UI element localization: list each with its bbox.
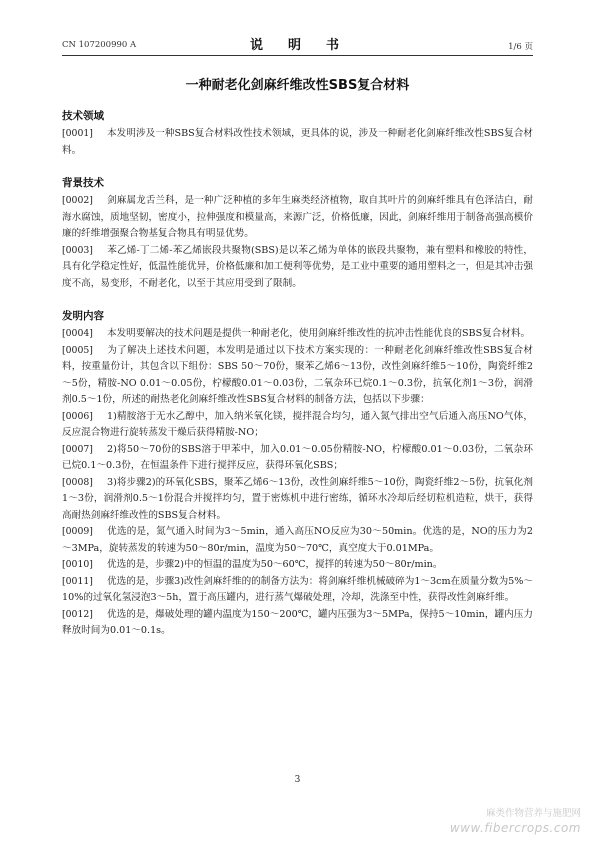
paragraph-text: 优选的是，步骤3)改性剑麻纤维的的制备方法为：将剑麻纤维机械破碎为1～3cm在质量分数为5%～10%的过氧化氢浸泡3～5h，置于高压罐内，进行蒸气爆破处理，冷却，洗涤至中性，获得改性剑麻纤维。 <box>62 575 533 603</box>
paragraph-number: [0010] <box>62 559 93 570</box>
paragraph-number: [0007] <box>62 443 93 455</box>
paragraph <box>62 243 533 293</box>
paragraph <box>62 409 533 442</box>
paragraph-number: [0001] <box>62 128 93 139</box>
page-info: 1/6 页 <box>508 42 533 52</box>
paragraph-text: 苯乙烯-丁二烯-苯乙烯嵌段共聚物(SBS)是以苯乙烯为单体的嵌段共聚物，兼有塑料和橡胶的特性，具有化学稳定性好，低温性能优异，价格低廉和加工便利等优势，是工业中重要的通用塑料之一，但是其冲击强度不高，易变形，不耐老化，以至于其应用受到了限制。 <box>62 244 533 289</box>
paragraph-number: [0008] <box>62 476 93 488</box>
paragraph <box>62 574 533 607</box>
paragraph <box>62 326 533 343</box>
paragraph-text: 3)将步骤2)的环氧化SBS，聚苯乙烯6～13份，改性剑麻纤维5～10份，陶瓷纤维2～5份，抗氧化剂1～3份，润滑剂0.5～1份混合并搅拌均匀，置于密炼机中进行密练，循环水冷却后经切粒机造粒，烘干，获得高耐热剑麻纤维改性的SBS复合材料。 <box>62 476 533 521</box>
paragraph-number: [0011] <box>62 575 93 587</box>
paragraph <box>62 607 533 640</box>
paragraph <box>62 557 533 574</box>
paragraph-text: 优选的是，步骤2)中的恒温的温度为50～60℃，搅拌的转速为50～80r/min。 <box>107 559 443 570</box>
paragraph-number: [0012] <box>62 608 93 620</box>
paragraph <box>62 524 533 557</box>
watermark-site-name: 麻类作物营养与施肥网 <box>485 808 581 819</box>
paragraph-text: 优选的是，氮气通入时间为3～5min，通入高压NO反应为30～50min。优选的是，NO的压力为2～3MPa，旋转蒸发的转速为50～80r/min，温度为50～70℃，真空度大于0.01MPa。 <box>62 526 533 554</box>
paragraph-number: [0004] <box>62 328 93 339</box>
document-number: CN 107200990 A <box>62 40 137 50</box>
paragraph-number: [0002] <box>62 195 93 206</box>
watermark <box>450 806 581 836</box>
paragraph-text: 1)精胺溶于无水乙醇中，加入纳米氧化镁，搅拌混合均匀，通入氮气排出空气后通入高压NO气体，反应混合物进行旋转蒸发干燥后获得精胺-NO； <box>62 410 533 438</box>
paragraph <box>62 475 533 525</box>
section-heading-technical-field: 技术领域 <box>62 110 104 122</box>
document-body <box>62 108 533 640</box>
document-title: 一种耐老化剑麻纤维改性SBS复合材料 <box>185 78 410 93</box>
paragraph-text: 本发明要解决的技术问题是提供一种耐老化，使用剑麻纤维改性的抗冲击性能优良的SBS复合材料。 <box>107 328 531 339</box>
paragraph-text: 本发明涉及一种SBS复合材料改性技术领域，更具体的说，涉及一种耐老化剑麻纤维改性SBS复合材料。 <box>62 128 533 156</box>
paragraph <box>62 126 533 159</box>
section-heading-invention-content: 发明内容 <box>62 310 104 322</box>
paragraph-text: 为了解决上述技术问题，本发明是通过以下技术方案实现的：一种耐老化剑麻纤维改性SBS复合材料，按重量份计，其包含以下组份：SBS 50～70份，聚苯乙烯6～13份，改性剑麻纤维5～10份，陶瓷纤维2～5份，精胺-NO 0.01～0.05份，柠檬酸0.01～0.03份，二氧杂环已烷0.1～0.3份，抗氧化剂1～3份，润滑剂0.5～1份，所述的耐热老化剑麻纤维改性SBS复合材料的制备方法，包括以下步骤： <box>62 344 533 405</box>
page-number: 3 <box>294 775 301 785</box>
paragraph-number: [0006] <box>62 410 93 422</box>
paragraph <box>62 442 533 475</box>
paragraph-number: [0009] <box>62 526 93 537</box>
paragraph-text: 优选的是，爆破处理的罐内温度为150～200℃，罐内压强为3～5MPa，保持5～10min，罐内压力释放时间为0.01～0.1s。 <box>62 608 533 636</box>
section-heading-background: 背景技术 <box>62 177 104 189</box>
paragraph-text: 剑麻属龙舌兰科，是一种广泛种植的多年生麻类经济植物，取自其叶片的剑麻纤维具有色泽洁白，耐海水腐蚀，质地坚韧，密度小，拉伸强度和模量高，来源广泛，价格低廉，因此，剑麻纤维用于制备高强高模价廉的纤维增强聚合物基复合物具有明显优势。 <box>62 195 533 239</box>
paragraph-number: [0005] <box>62 344 93 356</box>
paragraph <box>62 343 533 409</box>
paragraph <box>62 193 533 243</box>
document-type: 说 明 书 <box>249 38 345 53</box>
paragraph-text: 2)将50～70份的SBS溶于甲苯中，加入0.01～0.05份精胺-NO，柠檬酸0.01～0.03份，二氧杂环已烷0.1～0.3份，在恒温条件下进行搅拌反应，获得环氧化SBS； <box>62 443 533 471</box>
paragraph-number: [0003] <box>62 244 93 256</box>
header-divider <box>62 55 533 56</box>
watermark-url: www.fibercrops.com <box>449 821 581 835</box>
